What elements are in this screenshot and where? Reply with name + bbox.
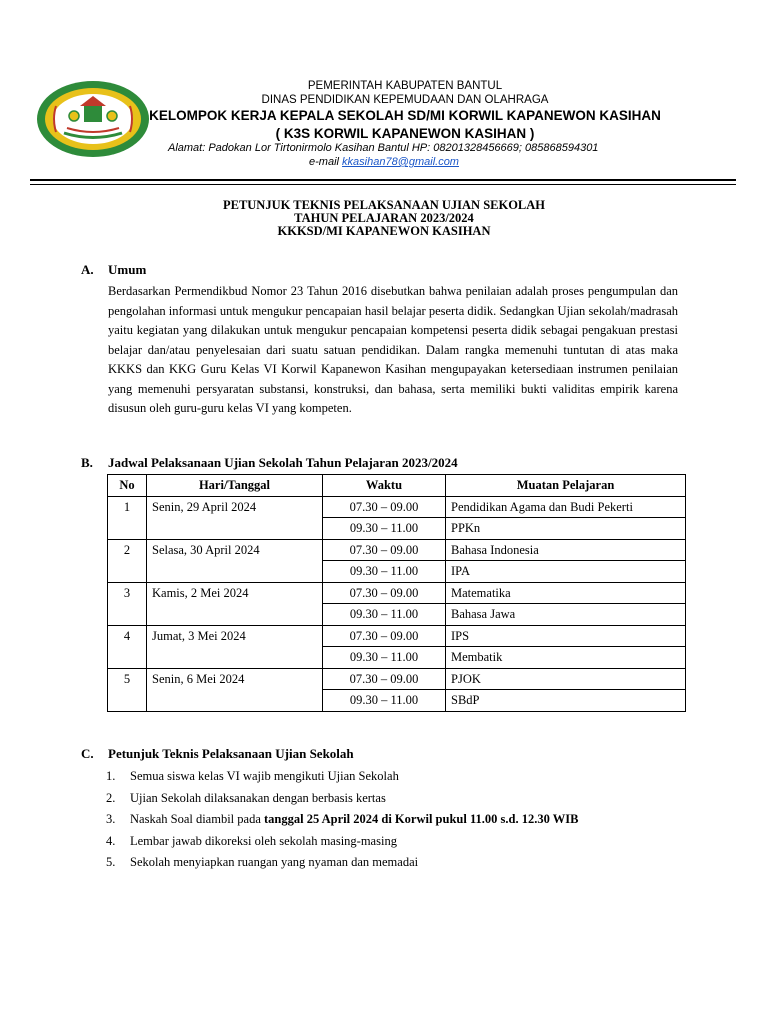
row-no-cont — [108, 604, 147, 626]
letterhead-thick-rule — [30, 179, 736, 181]
section-b-title: Jadwal Pelaksanaan Ujian Sekolah Tahun Pelajaran 2023/2024 — [108, 455, 458, 470]
row-no: 3 — [108, 582, 147, 604]
row-subject: SBdP — [446, 690, 686, 712]
row-no: 2 — [108, 539, 147, 561]
row-subject: Membatik — [446, 647, 686, 669]
table-row — [108, 647, 686, 669]
row-time: 09.30 – 11.00 — [323, 647, 446, 669]
technical-instructions-list — [106, 766, 578, 874]
list-item — [106, 831, 578, 853]
table-header-row — [108, 475, 686, 497]
document-title-line1: PETUNJUK TEKNIS PELAKSANAAN UJIAN SEKOLAH — [222, 198, 546, 212]
header-no: No — [108, 475, 147, 497]
table-row — [108, 496, 686, 518]
letterhead-organization: KELOMPOK KERJA KEPALA SEKOLAH SD/MI KORWIL KAPANEWON KASIHAN — [149, 108, 661, 123]
letterhead-email-line — [0, 156, 768, 168]
row-time: 07.30 – 09.00 — [323, 582, 446, 604]
email-link[interactable]: kkasihan78@gmail.com — [342, 156, 459, 168]
section-b-heading — [81, 455, 458, 471]
row-time: 07.30 – 09.00 — [323, 539, 446, 561]
row-day: Senin, 6 Mei 2024 — [147, 668, 323, 690]
row-no-cont — [108, 561, 147, 583]
letterhead-thin-rule — [30, 184, 736, 185]
list-item-text: Lembar jawab dikoreksi oleh sekolah masing-masing — [130, 833, 397, 848]
row-day-cont — [147, 690, 323, 712]
email-label: e-mail — [309, 156, 339, 168]
list-item — [106, 788, 578, 810]
header-subject: Muatan Pelajaran — [446, 475, 686, 497]
row-time: 09.30 – 11.00 — [323, 561, 446, 583]
table-row — [108, 668, 686, 690]
list-item-text: Semua siswa kelas VI wajib mengikuti Ujian Sekolah — [130, 769, 399, 783]
letterhead-department: DINAS PENDIDIKAN KEPEMUDAAN DAN OLAHRAGA — [261, 94, 549, 106]
section-a-letter: A. — [81, 262, 94, 277]
row-day-cont — [147, 518, 323, 540]
list-item-bold-text: tanggal 25 April 2024 di Korwil pukul 11.00 s.d. 12.30 WIB — [264, 812, 579, 826]
document-title-line3: KKKSD/MI KAPANEWON KASIHAN — [277, 224, 491, 238]
letterhead-government: PEMERINTAH KABUPATEN BANTUL — [307, 80, 503, 92]
row-day: Selasa, 30 April 2024 — [147, 539, 323, 561]
list-item — [106, 852, 578, 874]
list-item-number: 1. — [106, 769, 116, 783]
row-day-cont — [147, 561, 323, 583]
list-item-text: Naskah Soal diambil pada — [130, 812, 264, 826]
table-row — [108, 518, 686, 540]
row-time: 07.30 – 09.00 — [323, 668, 446, 690]
section-a-title: Umum — [108, 262, 147, 277]
section-a-heading — [81, 262, 146, 278]
row-subject: Pendidikan Agama dan Budi Pekerti — [446, 496, 686, 518]
row-time: 09.30 – 11.00 — [323, 518, 446, 540]
document-title-line2: TAHUN PELAJARAN 2023/2024 — [294, 211, 474, 225]
exam-schedule-table — [107, 474, 686, 712]
list-item-number: 4. — [106, 833, 116, 848]
table-row — [108, 561, 686, 583]
row-subject: IPA — [446, 561, 686, 583]
list-item-text: Ujian Sekolah dilaksanakan dengan berbasis kertas — [130, 790, 386, 805]
row-subject: PJOK — [446, 668, 686, 690]
row-time: 07.30 – 09.00 — [323, 496, 446, 518]
row-day: Jumat, 3 Mei 2024 — [147, 625, 323, 647]
row-day: Senin, 29 April 2024 — [147, 496, 323, 518]
row-time: 09.30 – 11.00 — [323, 690, 446, 712]
row-subject: IPS — [446, 625, 686, 647]
row-no: 1 — [108, 496, 147, 518]
list-item-number: 5. — [106, 855, 116, 869]
letterhead-address: Alamat: Padokan Lor Tirtonirmolo Kasihan Bantul HP: 08201328456669; 085868594301 — [168, 142, 599, 154]
section-a-paragraph: Berdasarkan Permendikbud Nomor 23 Tahun 2016 disebutkan bahwa penilaian adalah proses pengumpulan dan pengolahan informasi untuk mengukur pencapaian hasil belajar peserta didik. Sedangkan Ujian sekolah/madrasah yaitu kegiatan yang dilakukan untuk mengukur pencapaian kompetensi peserta didik sebagai pengakuan prestasi belajar dan/atau penyelesaian dari suatu satuan pendidikan. Dalam rangka memenuhi tuntutan di atas maka KKKS dan KKG Guru Kelas VI Korwil Kapanewon Kasihan mengupayakan ketersediaan instrumen penilaian yang memenuhi persyaratan substansi, konstruksi, dan bahasa, serta memiliki bukti validitas empirik karena disusun oleh guru-guru kelas VI yang kompeten. — [108, 284, 678, 415]
row-no-cont — [108, 690, 147, 712]
row-subject: PPKn — [446, 518, 686, 540]
row-time: 09.30 – 11.00 — [323, 604, 446, 626]
letterhead-organization-short: ( K3S KORWIL KAPANEWON KASIHAN ) — [275, 126, 535, 141]
section-c-letter: C. — [81, 746, 94, 761]
header-day: Hari/Tanggal — [147, 475, 323, 497]
row-no-cont — [108, 647, 147, 669]
section-b-letter: B. — [81, 455, 93, 470]
list-item-number: 3. — [106, 812, 116, 826]
row-subject: Bahasa Indonesia — [446, 539, 686, 561]
list-item — [106, 766, 578, 788]
row-no-cont — [108, 518, 147, 540]
table-row — [108, 539, 686, 561]
list-item-text: Sekolah menyiapkan ruangan yang nyaman dan memadai — [130, 855, 419, 869]
row-subject: Bahasa Jawa — [446, 604, 686, 626]
row-subject: Matematika — [446, 582, 686, 604]
row-no: 4 — [108, 625, 147, 647]
row-no: 5 — [108, 668, 147, 690]
row-day-cont — [147, 647, 323, 669]
section-c-title: Petunjuk Teknis Pelaksanaan Ujian Sekolah — [108, 746, 354, 761]
list-item-number: 2. — [106, 790, 116, 805]
table-row — [108, 582, 686, 604]
row-time: 07.30 – 09.00 — [323, 625, 446, 647]
row-day-cont — [147, 604, 323, 626]
row-day: Kamis, 2 Mei 2024 — [147, 582, 323, 604]
table-row — [108, 604, 686, 626]
table-row — [108, 625, 686, 647]
table-row — [108, 690, 686, 712]
list-item — [106, 809, 578, 831]
header-time: Waktu — [323, 475, 446, 497]
section-c-heading — [81, 746, 354, 762]
